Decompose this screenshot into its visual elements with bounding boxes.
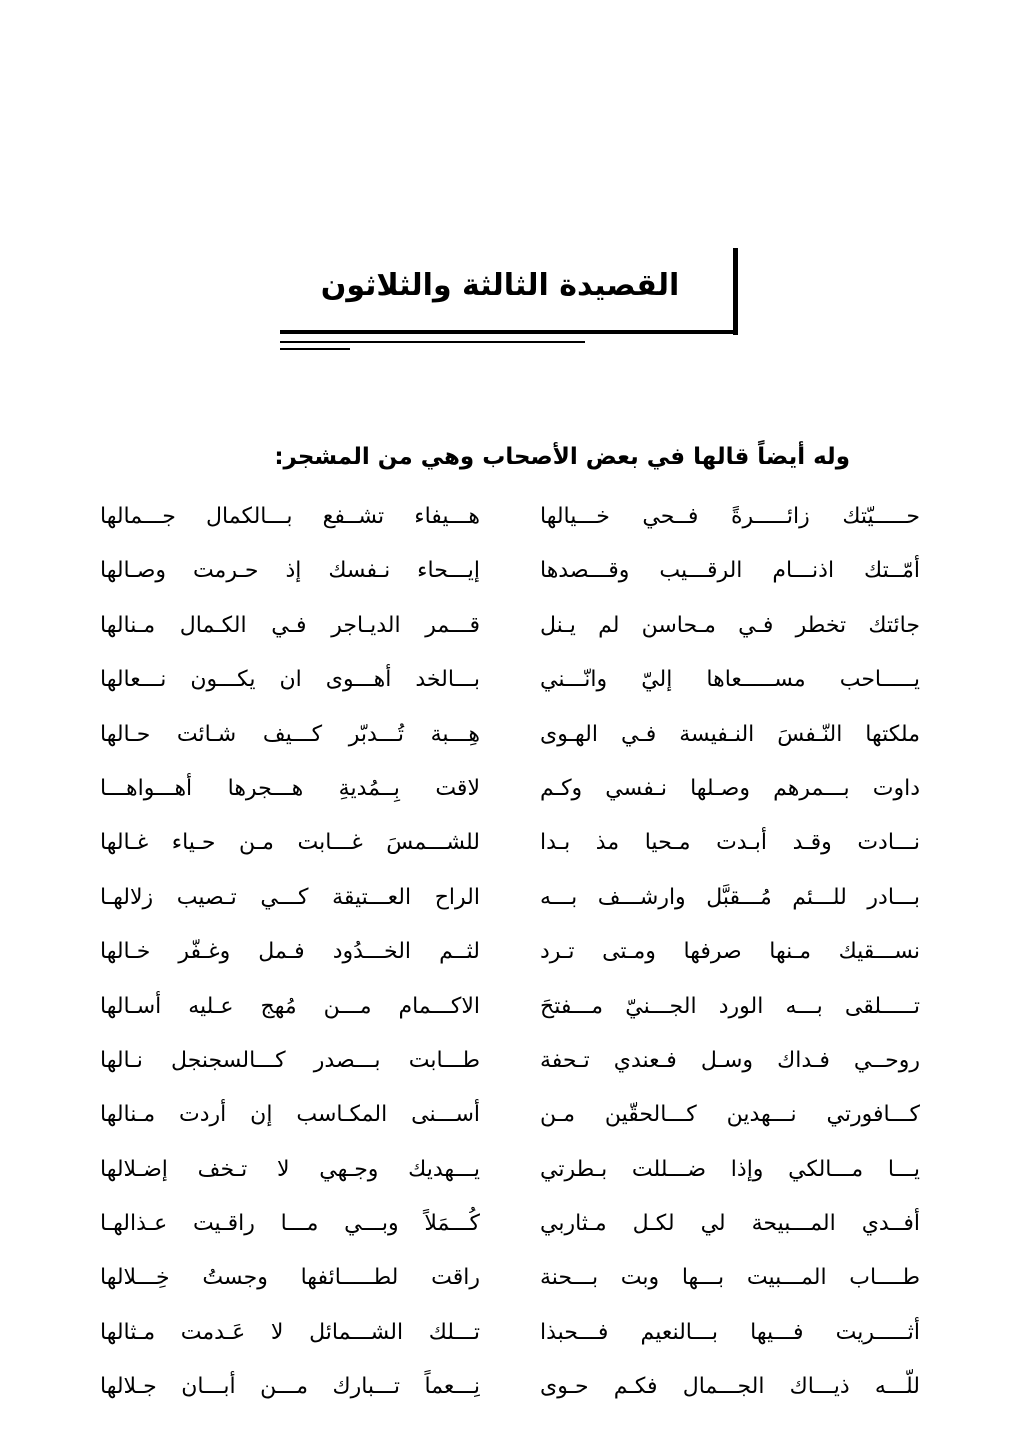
verse-line [95,1360,920,1414]
verse-line [95,1306,920,1360]
verse-second-hemistich: قـــمر الديـاجر فـي الكـمال مـنالها [100,612,480,638]
verse-line [95,599,920,653]
verse-second-hemistich: تـــلك الشـــمائل لا عَـدمت مـثالها [100,1319,480,1345]
verse-second-hemistich: نِـــعماً تـــبارك مـــن أبـــان جـلالها [100,1374,480,1400]
verse-line [95,871,920,925]
verse-first-hemistich: أثـــــريت فـــيها بـــالنعيم فـــحبذا [540,1319,920,1345]
verse-second-hemistich: الراح العـــتيقة كـــي تـصيب زلالهـا [100,884,480,910]
verse-first-hemistich: داوت بـــمرهم وصـلها نـفسي وكـم [540,775,920,801]
verse-first-hemistich: للّـــه ذيـــاك الجـــمال فكـم حـوى [540,1374,920,1400]
verse-second-hemistich: للشـــمسَ غـــابت مـن حـياء غـالها [100,830,480,856]
poem-title: القصيدة الثالثة والثلاثون [320,268,680,303]
verse-first-hemistich: تـــــلقى بـــه الورد الجـــنيّ مـــفتحَ [540,993,920,1019]
verse-second-hemistich: الاكـــمام مـــن مُهج عـليه أسـالها [100,993,480,1019]
title-thin-rule [280,341,585,343]
verse-second-hemistich: لاقت بِــمُديةِ هـــجرها أهـــواهـــا [100,775,480,801]
verse-second-hemistich: إيـــحاء نـفسك إذ حـرمت وصـالها [100,558,480,584]
verse-second-hemistich: طـــابت بـــصدر كـــالسجنجل نـالها [100,1047,480,1073]
verse-first-hemistich: طــــاب المـــبيت بـــها وبت بـــحنة [540,1265,920,1291]
title-vertical-bar [733,248,738,335]
verse-second-hemistich: راقت لطـــــائفها وجستُ خِـــلالها [100,1265,480,1291]
verse-first-hemistich: حـــــيّتك زائـــــرةً فــحي خـــيالها [540,504,920,529]
verse-first-hemistich: كـــافورتي نـــهدين كـــالحقّين مـن [540,1102,920,1128]
verse-line [95,1088,920,1142]
verse-line [95,1034,920,1088]
verse-second-hemistich: بـــالخد أهـــوى ان يكـــون نـــعالها [100,667,480,693]
verse-second-hemistich: هـــيفاء تشــفع بـــالكمال جـــمالها [100,504,480,529]
verse-line [95,1143,920,1197]
verse-line [95,1251,920,1305]
verse-line [95,653,920,707]
verse-first-hemistich: يـــا مـــالكي وإذا ضـــللت بـطرتي [540,1156,920,1182]
verse-line [95,1197,920,1251]
verse-first-hemistich: ملكتها النّـفسَ النـفيسة فـي الهـوى [540,721,920,747]
verse-line [95,762,920,816]
poem-intro: وله أيضاً قالها في بعض الأصحاب وهي من المشجر: [274,444,850,470]
verse-second-hemistich: هِـــبة تُـــدبّر كـــيف شـائت حـالها [100,721,480,747]
verse-second-hemistich: كُـــمَلاً وبـــي مـــا راقـيت عـذالهـا [100,1211,480,1237]
verse-first-hemistich: نســـقيك مـنها صرفها ومـتى تـرد [540,939,920,965]
verse-first-hemistich: يـــــاحب مســـــعاها إليّ وانّـــني [540,667,920,693]
verse-first-hemistich: نـــادت وقـد أبـدت مـحيا مذ بـدا [540,830,920,856]
title-underline [280,330,738,334]
verse-line [95,980,920,1034]
poem-body [95,490,920,1415]
verse-first-hemistich: أمّــتك اذنـــام الرقـــيب وقـــصدها [540,558,920,584]
verse-first-hemistich: بـــادر للـــئم مُـــقبَّل وارشـــف بـــه [540,884,920,910]
verse-line [95,708,920,762]
verse-line [95,816,920,870]
title-thin-rule-short [280,348,350,350]
verse-first-hemistich: جائتك تخطر فـي مـحاسن لم يـنل [540,612,920,638]
verse-second-hemistich: أســـنى المكـاسب إن أردت مـنالها [100,1102,480,1128]
verse-first-hemistich: روحــي فـداك وسـل فـعندي تـحفة [540,1047,920,1073]
verse-line [95,925,920,979]
verse-line [95,490,920,544]
verse-second-hemistich: يـــهديك وجـهي لا تـخف إضـلالها [100,1156,480,1182]
verse-line [95,544,920,598]
verse-first-hemistich: أفــدي المـــبيحة لي لكـل مـثاربي [540,1211,920,1237]
verse-second-hemistich: لثــم الخـــدُود فـمل وغـفّر خـالها [100,939,480,965]
